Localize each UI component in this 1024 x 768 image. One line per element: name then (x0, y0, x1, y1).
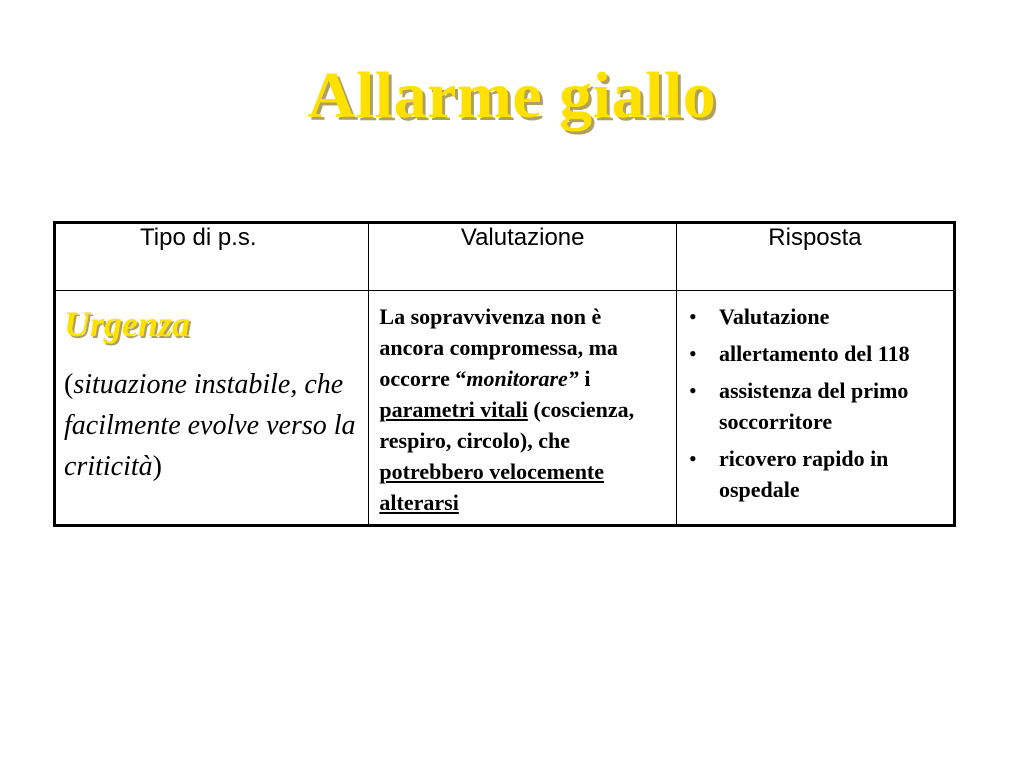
list-item-label: Valutazione (718, 304, 830, 329)
valutazione-parametri-vitali: parametri vitali (379, 397, 528, 422)
risposta-list (685, 301, 945, 505)
desc-close-paren: ) (152, 451, 162, 482)
header-risposta: Risposta (676, 223, 954, 291)
valutazione-alterarsi: potrebbero velocemente alterarsi (379, 459, 605, 515)
bullet-icon: • (688, 341, 697, 366)
cell-valutazione (369, 291, 677, 526)
valutazione-text-3: i (578, 366, 591, 391)
cell-tipo (55, 291, 369, 526)
list-item (685, 338, 945, 369)
desc-open-paren: ( (64, 369, 74, 400)
list-item (685, 301, 945, 332)
bullet-icon: • (688, 446, 697, 471)
bullet-icon: • (688, 378, 697, 403)
list-item-label: assistenza del primo soccorritore (718, 378, 909, 434)
desc-italic-text: situazione instabile, che facilmente evolve verso la criticità (64, 369, 356, 482)
alarm-table (53, 221, 956, 527)
valutazione-monitorare: monitorare” (466, 366, 579, 391)
list-item (685, 375, 945, 437)
list-item (685, 443, 945, 505)
list-item-label: ricovero rapido in ospedale (718, 446, 889, 502)
valutazione-text-1: La sopravvivenza non è ancora compromessa, ma occorre “ (379, 304, 618, 391)
list-item-label: allertamento del 118 (718, 341, 910, 366)
urgency-label: Urgenza (64, 304, 191, 344)
urgency-description (64, 364, 362, 487)
table-row (55, 291, 955, 526)
valutazione-text-5: (coscienza, respiro, circolo), che (379, 397, 635, 453)
table-header-row (55, 223, 955, 291)
header-valutazione: Valutazione (369, 223, 677, 291)
header-tipo: Tipo di p.s. (55, 223, 369, 291)
cell-risposta (676, 291, 954, 526)
bullet-icon: • (688, 304, 697, 329)
slide-title: Allarme giallo (307, 59, 717, 132)
